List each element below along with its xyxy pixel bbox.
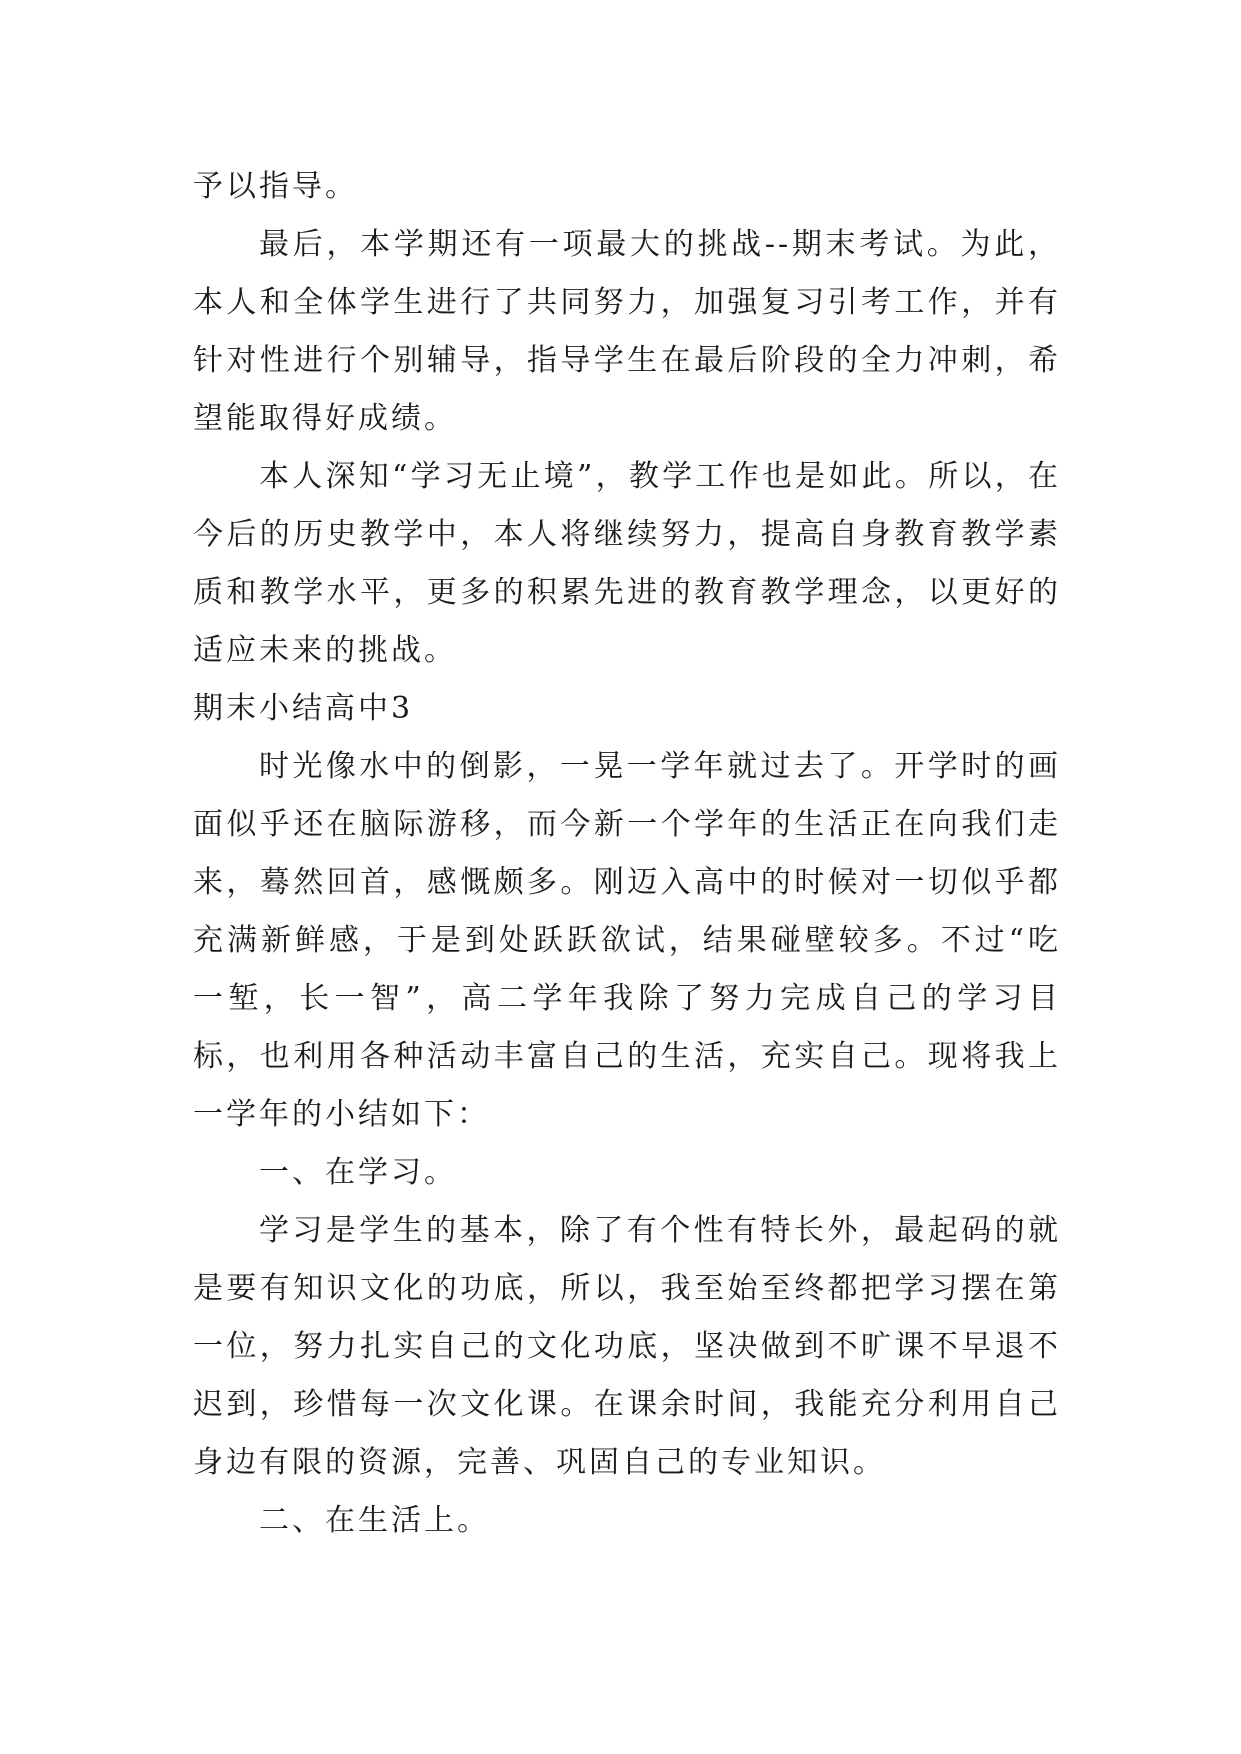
paragraph-study: 学习是学生的基本，除了有个性有特长外，最起码的就是要有知识文化的功底，所以，我至始至终都把学习摆在第一位，努力扎实自己的文化功底，坚决做到不旷课不早退不迟到，珍惜每一次文化课。在课余时间，我能充分利用自己身边有限的资源，完善、巩固自己的专业知识。 (193, 1213, 1061, 1480)
paragraph-intro: 时光像水中的倒影，一晃一学年就过去了。开学时的画面似乎还在脑际游移，而今新一个学年的生活正在向我们走来，蓦然回首，感慨颇多。刚迈入高中的时候对一切似乎都充满新鲜感，于是到处跃跃欲试，结果碰壁较多。不过“吃一堑，长一智”，高二学年我除了努力完成自己的学习目标，也利用各种活动丰富自己的生活，充实自己。现将我上一学年的小结如下： (193, 749, 1061, 1132)
document-body (193, 158, 1061, 1550)
paragraph-learning-endless: 本人深知“学习无止境”，教学工作也是如此。所以，在今后的历史教学中，本人将继续努力，提高自身教育教学素质和教学水平，更多的积累先进的教育教学理念，以更好的适应未来的挑战。 (193, 459, 1061, 668)
section-heading: 期末小结高中3 (193, 691, 414, 726)
paragraph-final-exam: 最后，本学期还有一项最大的挑战--期末考试。为此，本人和全体学生进行了共同努力，加强复习引考工作，并有针对性进行个别辅导，指导学生在最后阶段的全力冲刺，希望能取得好成绩。 (193, 227, 1061, 436)
subheading-study: 一、在学习。 (259, 1155, 457, 1190)
subheading-life: 二、在生活上。 (259, 1503, 490, 1538)
paragraph-continuation: 予以指导。 (193, 169, 358, 204)
